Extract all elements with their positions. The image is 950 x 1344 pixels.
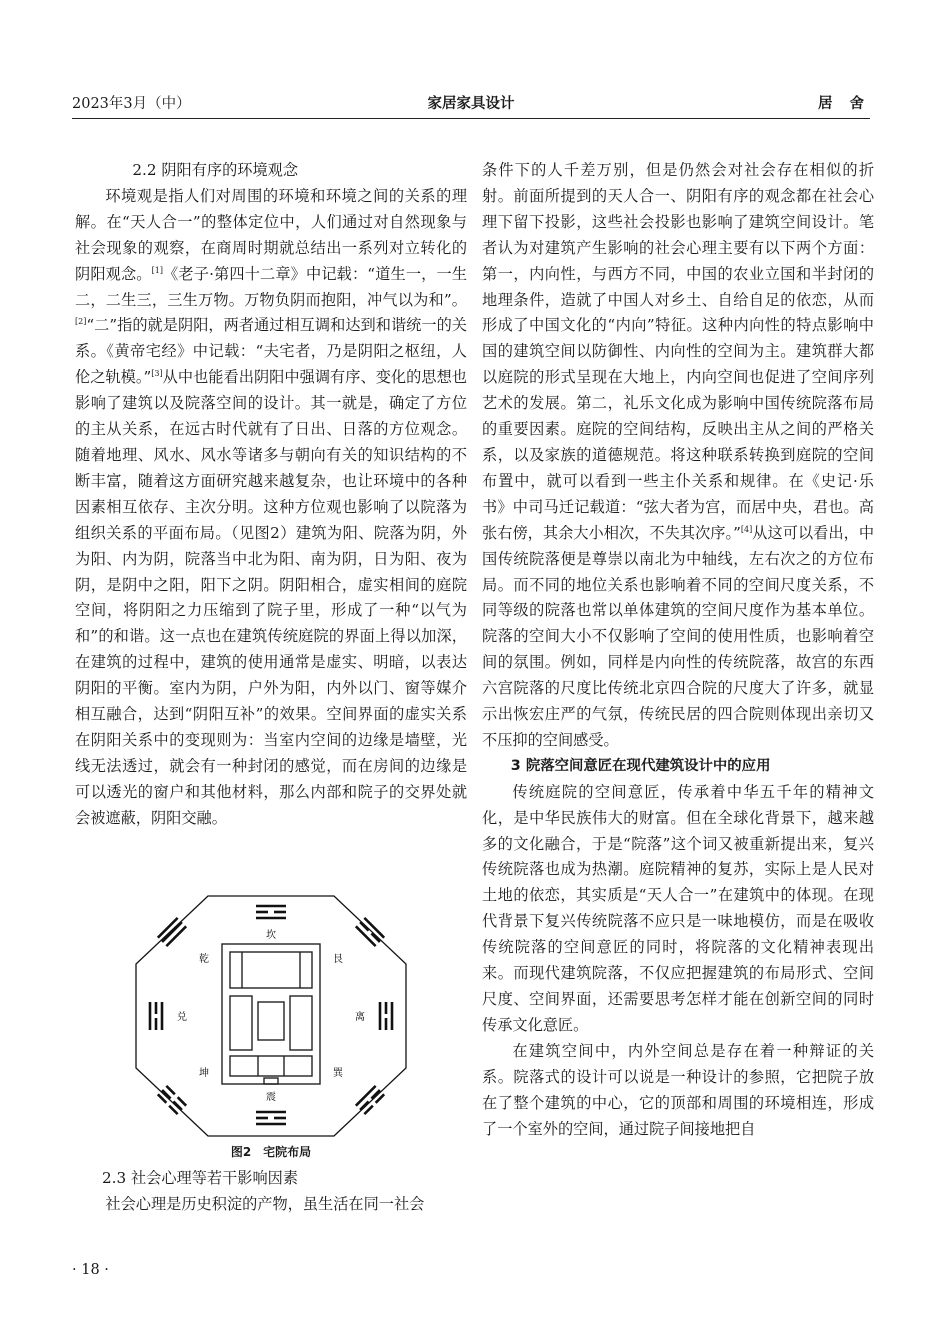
heading-2-2: 2.2 阴阳有序的环境观念 <box>132 161 299 179</box>
text-run: 《老子·第四十二章》中记载：“道生一，一生二，二生三，三生万物。万物负阴而抱阳，冲气以为和”。 <box>75 264 468 309</box>
journal-title: 家居家具设计 <box>427 95 515 112</box>
citation: [3] <box>151 369 163 379</box>
label-xun: 巽 <box>333 1068 343 1079</box>
paragraph <box>75 184 467 832</box>
left-column <box>75 158 467 832</box>
label-dui: 兑 <box>177 1012 187 1023</box>
paragraph: 在建筑空间中，内外空间总是存在着一种辩证的关系。院落式的设计可以说是一种设计的参照，它把院子放在了整个建筑的中心，它的顶部和周围的环境相连，形成了一个室外的空间，通过院子间接地把自 <box>482 1041 874 1138</box>
right-column <box>482 158 874 1142</box>
heading-2-3: 2.3 社会心理等若干影响因素 <box>102 1169 299 1187</box>
text-run: 环境观是指人们对周围的环境和环境之间的关系的理解。在“天人合一”的整体定位中，人们通过对自然现象与社会现象的观察，在商周时期就总结出一系列对立转化的阴阳观念。 <box>75 186 467 283</box>
page-number: · 18 · <box>72 1262 109 1278</box>
text-run: 条件下的人千差万别，但是仍然会对社会存在相似的折射。前面所提到的天人合一、阴阳有序的观念都在社会心理下留下投影，这些社会投影也影响了建筑空间设计。笔者认为对建筑产生影响的社会心理主要有以下两个方面：第一，内向性，与西方不同，中国的农业立国和半封闭的地理条件，造就了中国人对乡土、自给自足的依恋，从而形成了中国文化的“内向”特征。这种内向性的特点影响中国的建筑空间以防御性、内向性的空间为主。建筑群大都以庭院的形式呈现在大地上，内向空间也促进了空间序列艺术的发展。第二，礼乐文化成为影响中国传统院落布局的重要因素。庭院的空间结构，反映出主从之间的严格关系，以及家族的道德规范。将这种联系转换到庭院的空间布置中，就可以看到一些主仆关系和规律。在《史记·乐书》中司马迁记载道：“弦大者为宫，而居中央，君也。高张右傍，其余大小相次，不失其次序。” <box>482 161 874 542</box>
paragraph <box>482 158 874 754</box>
issue-date: 2023年3月（中） <box>72 96 191 112</box>
label-zhen: 震 <box>266 1092 276 1103</box>
paragraph: 社会心理是历史积淀的产物，虽生活在同一社会 <box>105 1194 425 1213</box>
heading-3: 3 院落空间意匠在现代建筑设计中的应用 <box>510 757 771 774</box>
figure-caption: 图2 宅院布局 <box>230 1145 312 1159</box>
running-header <box>72 92 870 116</box>
left-column-bottom <box>75 1166 467 1218</box>
label-kun: 坤 <box>199 1068 209 1079</box>
text-run: “二”指的就是阴阳，两者通过相互调和达到和谐统一的关系。《黄帝宅经》中记载：“夫宅者，乃是阴阳之枢纽，人伦之轨模。” <box>75 316 467 387</box>
text-run: 从中也能看出阴阳中强调有序、变化的思想也影响了建筑以及院落空间的设计。其一就是，确定了方位的主从关系，在远古时代就有了日出、日落的方位观念。随着地理、风水、风水等诸多与朝向有关的知识结构的不断丰富，随着这方面研究越来越复杂，也让环境中的各种因素相互依存、主次分明。这种方位观也影响了以院落为组织关系的平面布局。（见图2）建筑为阳、院落为阴，外为阳、内为阴，院落当中北为阳、南为阴，日为阳、夜为阴，是阴中之阳，阳下之阴。阴阳相合，虚实相间的庭院空间，将阴阳之力压缩到了院子里，形成了一种“以气为和”的和谐。这一点也在建筑传统庭院的界面上得以加深，在建筑的过程中，建筑的使用通常是虚实、明暗，以表达阴阳的平衡。室内为阴，户外为阳，内外以门、窗等媒介相互融合，达到“阴阳互补”的效果。空间界面的虚实关系在阴阳关系中的变现则为：当室内空间的边缘是墙壁，光线无法透过，就会有一种封闭的感觉，而在房间的边缘是可以透光的窗户和其他材料，那么内部和院子的交界处就会被遮蔽，阴阳交融。 <box>75 368 467 827</box>
paragraph: 传统庭院的空间意匠，传承着中华五千年的精神文化，是中华民族伟大的财富。但在全球化背景下，越来越多的文化融合，于是“院落”这个词又被重新提出来，复兴传统院落也成为热潮。庭院精神的复苏，实际上是人民对土地的依恋，其实质是“天人合一”在建筑中的体现。在现代背景下复兴传统院落不应只是一味地模仿，而是在吸收传统院落的空间意匠的同时，将院落的文化精神表现出来。而现代建筑院落，不仅应把握建筑的布局形式、空间尺度、空间界面，还需要思考怎样才能在创新空间的同时传承文化意匠。 <box>482 782 874 1034</box>
section-name: 居 舍 <box>817 95 870 112</box>
citation: [2] <box>75 317 87 327</box>
header-rule <box>72 118 870 119</box>
text-run: 从这可以看出，中国传统院落便是尊崇以南北为中轴线，左右次之的方位布局。而不同的地位关系也影响着不同的空间尺度关系，不同等级的院落也常以单体建筑的空间尺度作为基本单位。院落的空间大小不仅影响了空间的使用性质，也影响着空间的氛围。例如，同样是内向性的传统院落，故宫的东西六宫院落的尺度比传统北京四合院的尺度大了许多，就显示出恢宏庄严的气氛，传统民居的四合院则体现出亲切又不压抑的空间感受。 <box>482 523 875 749</box>
label-li: 离 <box>355 1012 365 1023</box>
figure-courtyard-layout <box>130 890 412 1142</box>
label-qian: 乾 <box>199 954 209 965</box>
label-kan: 坎 <box>266 930 276 941</box>
citation: [4] <box>740 524 753 534</box>
label-gen: 艮 <box>333 954 343 965</box>
citation: [1] <box>151 265 163 275</box>
